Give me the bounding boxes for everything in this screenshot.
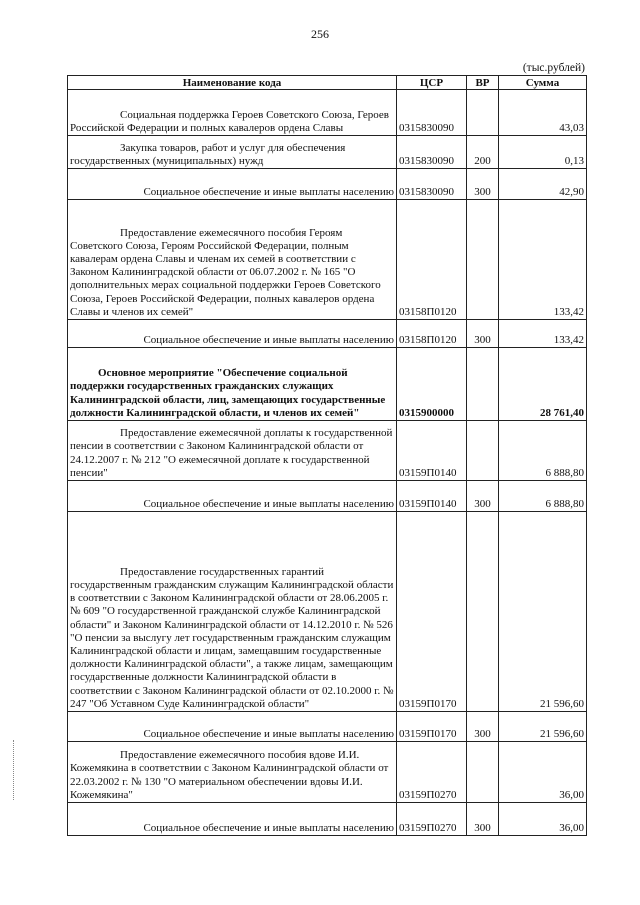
header-vr: ВР [467,76,499,90]
row-vr [467,348,499,421]
row-csr: 03159П0270 [397,742,467,803]
table-header-row [68,76,587,90]
row-name: Основное мероприятие "Обеспечение социальной поддержки государственных гражданских служащих Калининградской области, лиц, замещающих государственные должности Калининградской области, и членов их семей" [68,348,397,421]
row-name: Социальное обеспечение и иные выплаты населению [68,803,397,836]
row-vr [467,421,499,481]
table-row [68,200,587,320]
table-row [68,421,587,481]
row-sum: 0,13 [499,136,587,169]
row-sum: 133,42 [499,200,587,320]
row-name: Предоставление ежемесячной доплаты к государственной пенсии в соответствии с Законом Калининградской области от 24.12.2007 г. № 212 "О ежемесячной доплате к государственной пенсии" [68,421,397,481]
row-vr [467,742,499,803]
row-vr: 300 [467,169,499,200]
table-row [68,136,587,169]
margin-marks [13,740,16,800]
table-row [68,169,587,200]
row-vr: 300 [467,320,499,348]
row-sum: 42,90 [499,169,587,200]
row-csr: 03159П0170 [397,712,467,742]
header-name: Наименование кода [68,76,397,90]
row-csr: 03159П0140 [397,421,467,481]
row-sum: 6 888,80 [499,481,587,512]
table-row [68,320,587,348]
row-csr: 0315900000 [397,348,467,421]
units-label: (тыс.рублей) [522,62,585,74]
row-sum: 21 596,60 [499,512,587,712]
row-csr: 03159П0140 [397,481,467,512]
row-sum: 28 761,40 [499,348,587,421]
row-sum: 21 596,60 [499,712,587,742]
row-name: Социальное обеспечение и иные выплаты населению [68,712,397,742]
row-sum: 6 888,80 [499,421,587,481]
row-name: Закупка товаров, работ и услуг для обеспечения государственных (муниципальных) нужд [68,136,397,169]
row-name: Социальное обеспечение и иные выплаты населению [68,481,397,512]
row-csr: 0315830090 [397,90,467,136]
row-csr: 03159П0170 [397,512,467,712]
row-vr [467,200,499,320]
page-number: 256 [311,27,329,41]
row-csr: 0315830090 [397,169,467,200]
row-csr: 03158П0120 [397,200,467,320]
header-csr: ЦСР [397,76,467,90]
table-row [68,803,587,836]
row-csr: 03158П0120 [397,320,467,348]
row-sum: 36,00 [499,742,587,803]
row-vr: 300 [467,803,499,836]
row-name: Предоставление ежемесячного пособия вдове И.И. Кожемякина в соответствии с Законом Калининградской области от 22.03.2002 г. № 130 "О материальном обеспечении вдовы И.И. Кожемякина" [68,742,397,803]
row-sum: 133,42 [499,320,587,348]
row-vr [467,512,499,712]
row-vr: 300 [467,712,499,742]
table-row [68,742,587,803]
header-sum: Сумма [499,76,587,90]
row-vr: 200 [467,136,499,169]
row-vr [467,90,499,136]
table-row [68,348,587,421]
row-vr: 300 [467,481,499,512]
row-name: Социальное обеспечение и иные выплаты населению [68,169,397,200]
row-name: Предоставление государственных гарантий государственным гражданским служащим Калининградской области в соответствии с Законом Калининградской области от 28.06.2005 г. № 609 "О государственной гражданской службе Калининградской области" и Законом Калининградской области от 14.12.2010 г. № 526 "О пенсии за выслугу лет государственным гражданским служащим Калининградской области и лицам, замещавшим государственные должности Калининградской области", а также лицам, замещающим государственные должности Калининградской области в соответствии с Законом Калининградской области от 02.10.2000 г. № 247 "Об Уставном Суде Калининградской области" [68,512,397,712]
row-csr: 03159П0270 [397,803,467,836]
budget-table [67,75,587,836]
table-row [68,712,587,742]
table-row [68,90,587,136]
row-csr: 0315830090 [397,136,467,169]
table-row [68,481,587,512]
row-sum: 36,00 [499,803,587,836]
row-name: Социальная поддержка Героев Советского Союза, Героев Российской Федерации и полных кавалеров ордена Славы [68,90,397,136]
row-sum: 43,03 [499,90,587,136]
table-row [68,512,587,712]
row-name: Социальное обеспечение и иные выплаты населению [68,320,397,348]
row-name: Предоставление ежемесячного пособия Героям Советского Союза, Героям Российской Федерации, полным кавалерам ордена Славы и членам их семей в соответствии с Законом Калининградской области от 06.07.2002 г. № 165 "О дополнительных мерах социальной поддержки Героев Советского Союза, Героев Российской Федерации, полных кавалеров ордена Славы и членов их семей" [68,200,397,320]
